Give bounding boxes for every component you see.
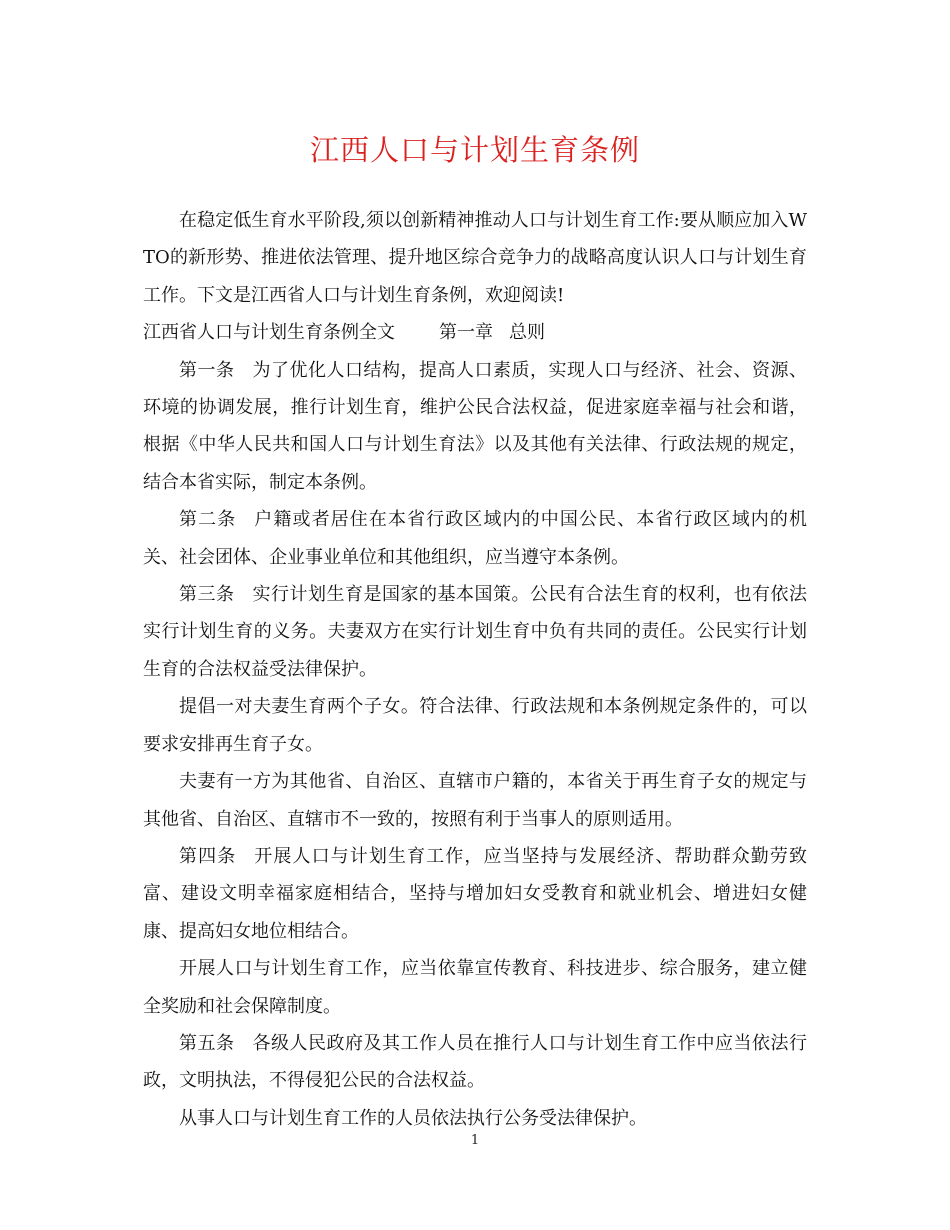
chapter-title: 总则 <box>509 322 545 344</box>
article-5 <box>143 1025 807 1100</box>
document-body <box>143 202 807 1137</box>
article-4 <box>143 838 807 950</box>
document-title: 江西人口与计划生育条例 <box>309 133 640 167</box>
article-text: 为了优化人口结构，提高人口素质，实现人口与经济、社会、资源、环境的协调发展，推行计划生育，维护公民合法权益，促进家庭幸福与社会和谐，根据《中华人民共和国人口与计划生育法》以及其他有关法律、行政法规的规定，结合本省实际，制定本条例。 <box>143 359 807 493</box>
article-3 <box>143 576 807 688</box>
chapter-number: 第一章 <box>439 322 493 344</box>
article-text: 实行计划生育是国家的基本国策。公民有合法生育的权利，也有依法实行计划生育的义务。夫妻双方在实行计划生育中负有共同的责任。公民实行计划生育的合法权益受法律保护。 <box>143 584 807 680</box>
article-label: 第五条 <box>179 1032 235 1054</box>
paragraph: 从事人口与计划生育工作的人员依法执行公务受法律保护。 <box>179 1107 647 1129</box>
paragraph: 提倡一对夫妻生育两个子女。符合法律、行政法规和本条例规定条件的，可以要求安排再生育子女。 <box>143 696 807 755</box>
article-label: 第四条 <box>179 845 237 867</box>
fulltext-label: 江西省人口与计划生育条例全文 <box>143 322 395 344</box>
paragraph: 开展人口与计划生育工作，应当依靠宣传教育、科技进步、综合服务，建立健全奖励和社会保障制度。 <box>143 958 807 1017</box>
article-text: 开展人口与计划生育工作，应当坚持与发展经济、帮助群众勤劳致富、建设文明幸福家庭相结合，坚持与增加妇女受教育和就业机会、增进妇女健康、提高妇女地位相结合。 <box>143 845 808 942</box>
paragraph: 夫妻有一方为其他省、自治区、直辖市户籍的，本省关于再生育子女的规定与其他省、自治区、直辖市不一致的，按照有利于当事人的原则适用。 <box>143 771 807 830</box>
article-1 <box>143 352 807 502</box>
chapter-heading <box>143 314 807 351</box>
article-label: 第二条 <box>179 509 237 531</box>
article-label: 第三条 <box>179 584 235 606</box>
article-text: 各级人民政府及其工作人员在推行人口与计划生育工作中应当依法行政，文明执法，不得侵犯公民的合法权益。 <box>143 1032 807 1092</box>
article-2 <box>143 501 807 576</box>
page-number: 1 <box>470 1133 480 1148</box>
article-label: 第一条 <box>179 359 235 381</box>
article-text: 户籍或者居住在本省行政区域内的中国公民、本省行政区域内的机关、社会团体、企业事业单位和其他组织，应当遵守本条例。 <box>143 509 808 568</box>
intro-paragraph: 在稳定低生育水平阶段,须以创新精神推动人口与计划生育工作:要从顺应加入WTO的新形势、推进依法管理、提升地区综合竞争力的战略高度认识人口与计划生育工作。下文是江西省人口与计划生育条例，欢迎阅读! <box>143 210 807 306</box>
